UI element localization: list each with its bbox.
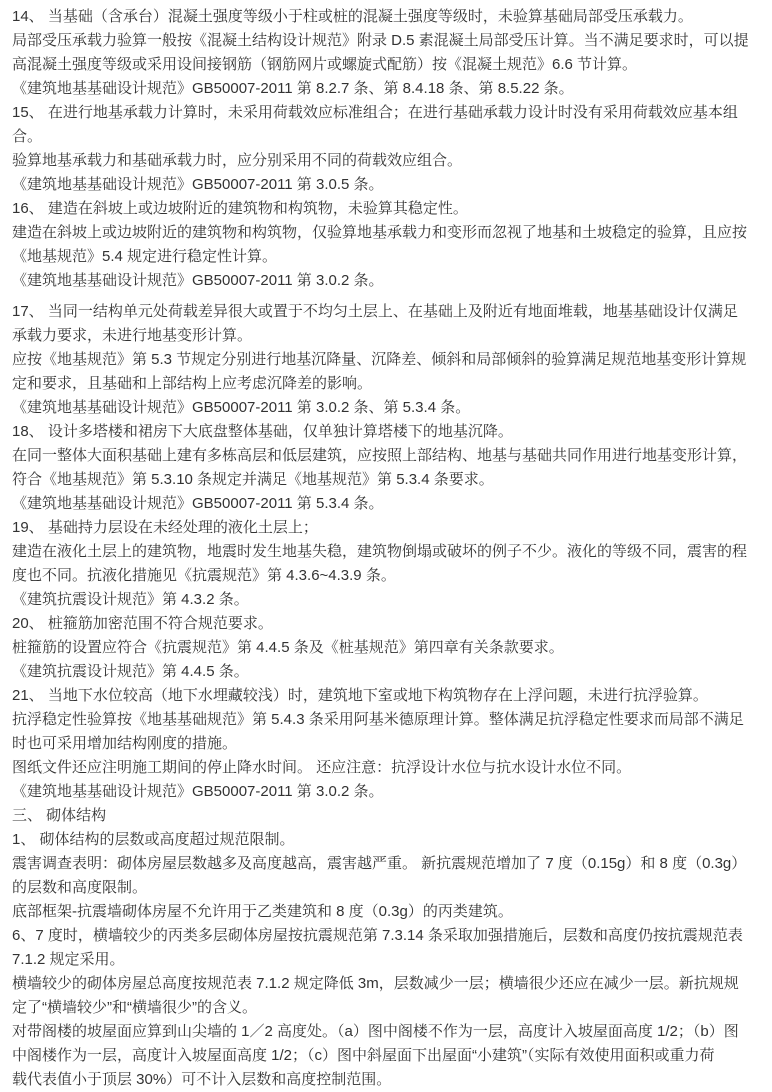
- document-line: 时也可采用增加结构刚度的措施。: [12, 735, 238, 752]
- document-line: 震害调查表明：砌体房屋层数越多及高度越高，震害越严重。 新抗震规范增加了 7 度（0.15g）和 8 度（0.3g）: [12, 855, 747, 872]
- document-line: 承载力要求，未进行地基变形计算。: [12, 327, 253, 344]
- document-line: 《建筑地基基础设计规范》GB50007-2011 第 3.0.2 条。: [12, 272, 384, 289]
- document-line: 定和要求，且基础和上部结构上应考虑沉降差的影响。: [12, 375, 373, 392]
- document-line: 《建筑地基基础设计规范》GB50007-2011 第 3.0.2 条。: [12, 783, 384, 800]
- document-line: 对带阁楼的坡屋面应算到山尖墙的 1／2 高度处。（a）图中阁楼不作为一层，高度计入坡屋面高度 1/2；（b）图: [12, 1023, 739, 1040]
- document-line: 《地基规范》5.4 规定进行稳定性计算。: [12, 248, 278, 265]
- document-line: 验算地基承载力和基础承载力时，应分别采用不同的荷载效应组合。: [12, 152, 463, 169]
- document-line: 建造在斜坡上或边坡附近的建筑物和构筑物，仅验算地基承载力和变形而忽视了地基和土坡稳定的验算，且应按: [12, 224, 748, 241]
- document-line: 高混凝土强度等级或采用设间接钢筋（钢筋网片或螺旋式配筋）按《混凝土规范》6.6 节计算。: [12, 56, 638, 73]
- document-line: 度也不同。抗液化措施见《抗震规范》第 4.3.6~4.3.9 条。: [12, 567, 396, 584]
- document-line: 合。: [12, 128, 43, 145]
- document-line: 桩箍筋的设置应符合《抗震规范》第 4.4.5 条及《桩基规范》第四章有关条款要求。: [12, 639, 564, 656]
- document-line: 图纸文件还应注明施工期间的停止降水时间。 还应注意：抗浮设计水位与抗水设计水位不同。: [12, 759, 632, 776]
- document-line: 载代表值小于顶层 30%）可不计入层数和高度控制范围。: [12, 1071, 392, 1088]
- document-line: 《建筑地基基础设计规范》GB50007-2011 第 3.0.2 条、第 5.3.4 条。: [12, 399, 471, 416]
- document-line: 底部框架-抗震墙砌体房屋不允许用于乙类建筑和 8 度（0.3g）的丙类建筑。: [12, 903, 513, 920]
- document-line: 1、 砌体结构的层数或高度超过规范限制。: [12, 831, 295, 848]
- document-line: 14、 当基础（含承台）混凝土强度等级小于柱或桩的混凝土强度等级时，未验算基础局部受压承载力。: [12, 8, 693, 25]
- document-line: 横墙较少的砌体房屋总高度按规范表 7.1.2 规定降低 3m，层数减少一层；横墙很少还应在减少一层。新抗规规: [12, 975, 739, 992]
- document-line: 中阁楼作为一层，高度计入坡屋面高度 1/2；（c）图中斜屋面下出屋面“小建筑”（实际有效使用面积或重力荷: [12, 1047, 715, 1064]
- document-line: 建造在液化土层上的建筑物，地震时发生地基失稳，建筑物倒塌或破坏的例子不少。液化的等级不同，震害的程: [12, 543, 748, 560]
- document-line: 抗浮稳定性验算按《地基基础规范》第 5.4.3 条采用阿基米德原理计算。整体满足抗浮稳定性要求而局部不满足: [12, 711, 744, 728]
- document-line: 三、 砌体结构: [12, 807, 107, 824]
- document-line: 《建筑抗震设计规范》第 4.4.5 条。: [12, 663, 249, 680]
- document-line: 6、7 度时，横墙较少的丙类多层砌体房屋按抗震规范第 7.3.14 条采取加强措施后，层数和高度仍按抗震规范表: [12, 927, 743, 944]
- document-line: 《建筑抗震设计规范》第 4.3.2 条。: [12, 591, 249, 608]
- document-line: 7.1.2 规定采用。: [12, 951, 125, 968]
- document-line: 15、 在进行地基承载力计算时，未采用荷载效应标准组合；在进行基础承载力设计时没有采用荷载效应基本组: [12, 104, 738, 121]
- document-line: 18、 设计多塔楼和裙房下大底盘整体基础，仅单独计算塔楼下的地基沉降。: [12, 423, 513, 440]
- document-line: 21、 当地下水位较高（地下水埋藏较浅）时，建筑地下室或地下构筑物存在上浮问题，未进行抗浮验算。: [12, 687, 708, 704]
- document-line: 在同一整体大面积基础上建有多栋高层和低层建筑，应按照上部结构、地基与基础共同作用进行地基变形计算，: [12, 447, 748, 464]
- document-line: 《建筑地基基础设计规范》GB50007-2011 第 8.2.7 条、第 8.4.18 条、第 8.5.22 条。: [12, 80, 574, 97]
- document-line: 19、 基础持力层设在未经处理的液化土层上；: [12, 519, 318, 536]
- document-line: 的层数和高度限制。: [12, 879, 148, 896]
- document-line: 16、 建造在斜坡上或边坡附近的建筑物和构筑物，未验算其稳定性。: [12, 200, 468, 217]
- document-line: 定了“横墙较少”和“横墙很少”的含义。: [12, 999, 257, 1016]
- document-line: 《建筑地基基础设计规范》GB50007-2011 第 5.3.4 条。: [12, 495, 384, 512]
- document-line: 应按《地基规范》第 5.3 节规定分别进行地基沉降量、沉降差、倾斜和局部倾斜的验算满足规范地基变形计算规: [12, 351, 747, 368]
- document-line: 符合《地基规范》第 5.3.10 条规定并满足《地基规范》第 5.3.4 条要求。: [12, 471, 494, 488]
- document-line: 局部受压承载力验算一般按《混凝土结构设计规范》附录 D.5 素混凝土局部受压计算。当不满足要求时，可以提: [12, 32, 749, 49]
- document-line: 20、 桩箍筋加密范围不符合规范要求。: [12, 615, 273, 632]
- document-line: 《建筑地基基础设计规范》GB50007-2011 第 3.0.5 条。: [12, 176, 384, 193]
- document-line: 17、 当同一结构单元处荷载差异很大或置于不均匀土层上、在基础上及附近有地面堆载，地基基础设计仅满足: [12, 303, 738, 320]
